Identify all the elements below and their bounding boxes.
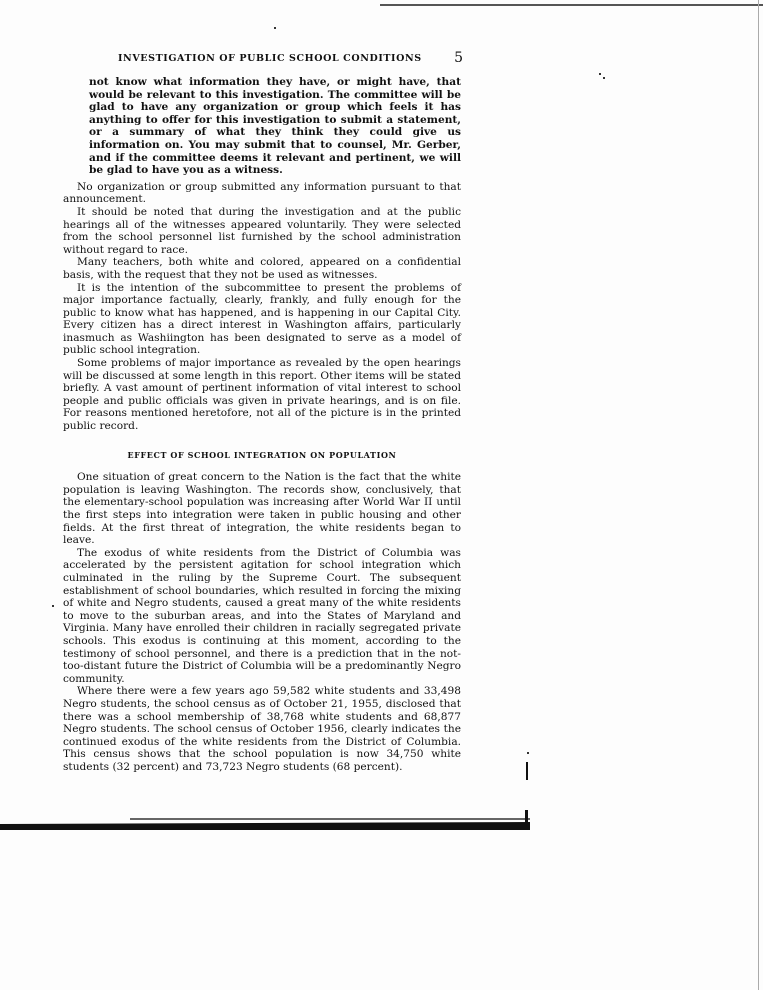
scan-speck <box>52 605 54 607</box>
paragraph: Where there were a few years ago 59,582 white students and 33,498 Negro students, the school census as of October 21, 1955, disclosed that there was a school membership of 38,768 white students and 68,877 Negro students. The school census of October 1956, clearly indicates the continued exodus of the white residents from the District of Columbia. This census shows that the school population is now 34,750 white students (32 percent) and 73,723 Negro students (68 percent). <box>63 685 461 773</box>
scan-speck <box>527 752 529 754</box>
paragraph: It is the intention of the subcommittee to present the problems of major importance factually, clearly, frankly, and fully enough for the public to know what has happened, and is happening in our Capital City. Every citizen has a direct interest in Washington affairs, particularly inasmuch as Washiington has been designated to serve as a model of public school integration. <box>63 281 461 357</box>
body-text <box>63 76 461 773</box>
running-head: INVESTIGATION OF PUBLIC SCHOOL CONDITIONS <box>118 53 422 64</box>
page-header <box>118 50 463 68</box>
quoted-statement: not know what information they have, or might have, that would be relevant to this investigation. The committee will be glad to have any organization or group which feels it has anything to offer for this investigation to submit a statement, or a summary of what they think they could give us information on. You may submit that to counsel, Mr. Gerber, and if the committee deems it relevant and pertinent, we will be glad to have you as a witness. <box>89 76 461 177</box>
paragraph: Some problems of major importance as revealed by the open hearings will be discussed at some length in this report. Other items will be stated briefly. A vast amount of pertinent information of vital interest to school people and public officials was given in private hearings, and is on file. For reasons mentioned heretofore, not all of the picture is in the printed public record. <box>63 357 461 433</box>
page-number: 5 <box>454 50 463 66</box>
paragraph: Many teachers, both white and colored, appeared on a confidential basis, with the request that they not be used as witnesses. <box>63 256 461 281</box>
paragraph: One situation of great concern to the Nation is the fact that the white population is leaving Washington. The records show, conclusively, that the elementary-school population was increasing after World War II until the first steps into integration were taken in public housing and other fields. At the first threat of integration, the white residents began to leave. <box>63 471 461 547</box>
paragraph: It should be noted that during the investigation and at the public hearings all of the witnesses appeared voluntarily. They were selected from the school personnel list furnished by the school administration without regard to race. <box>63 205 461 256</box>
paragraph: The exodus of white residents from the District of Columbia was accelerated by the persistent agitation for school integration which culminated in the ruling by the Supreme Court. The subsequent establishment of school boundaries, which resulted in forcing the mixing of white and Negro students, caused a great many of the white residents to move to the suburban areas, and into the States of Maryland and Virginia. Many have enrolled their children in racially segregated private schools. This exodus is continuing at this moment, according to the testimony of school personnel, and there is a prediction that in the not-too-distant future the District of Columbia will be a predominantly Negro community. <box>63 546 461 685</box>
scan-speck <box>274 27 276 29</box>
paragraph: No organization or group submitted any information pursuant to that announcement. <box>63 180 461 206</box>
scan-edge-top <box>380 4 763 6</box>
scan-margin-mark <box>526 762 528 780</box>
scan-edge-bottom <box>0 822 530 830</box>
scan-edge-right <box>758 0 759 990</box>
scan-speck <box>603 77 605 79</box>
section-heading: EFFECT OF SCHOOL INTEGRATION ON POPULATION <box>127 449 397 460</box>
scan-edge-bottom-thin <box>130 818 530 820</box>
scan-speck <box>599 73 601 75</box>
